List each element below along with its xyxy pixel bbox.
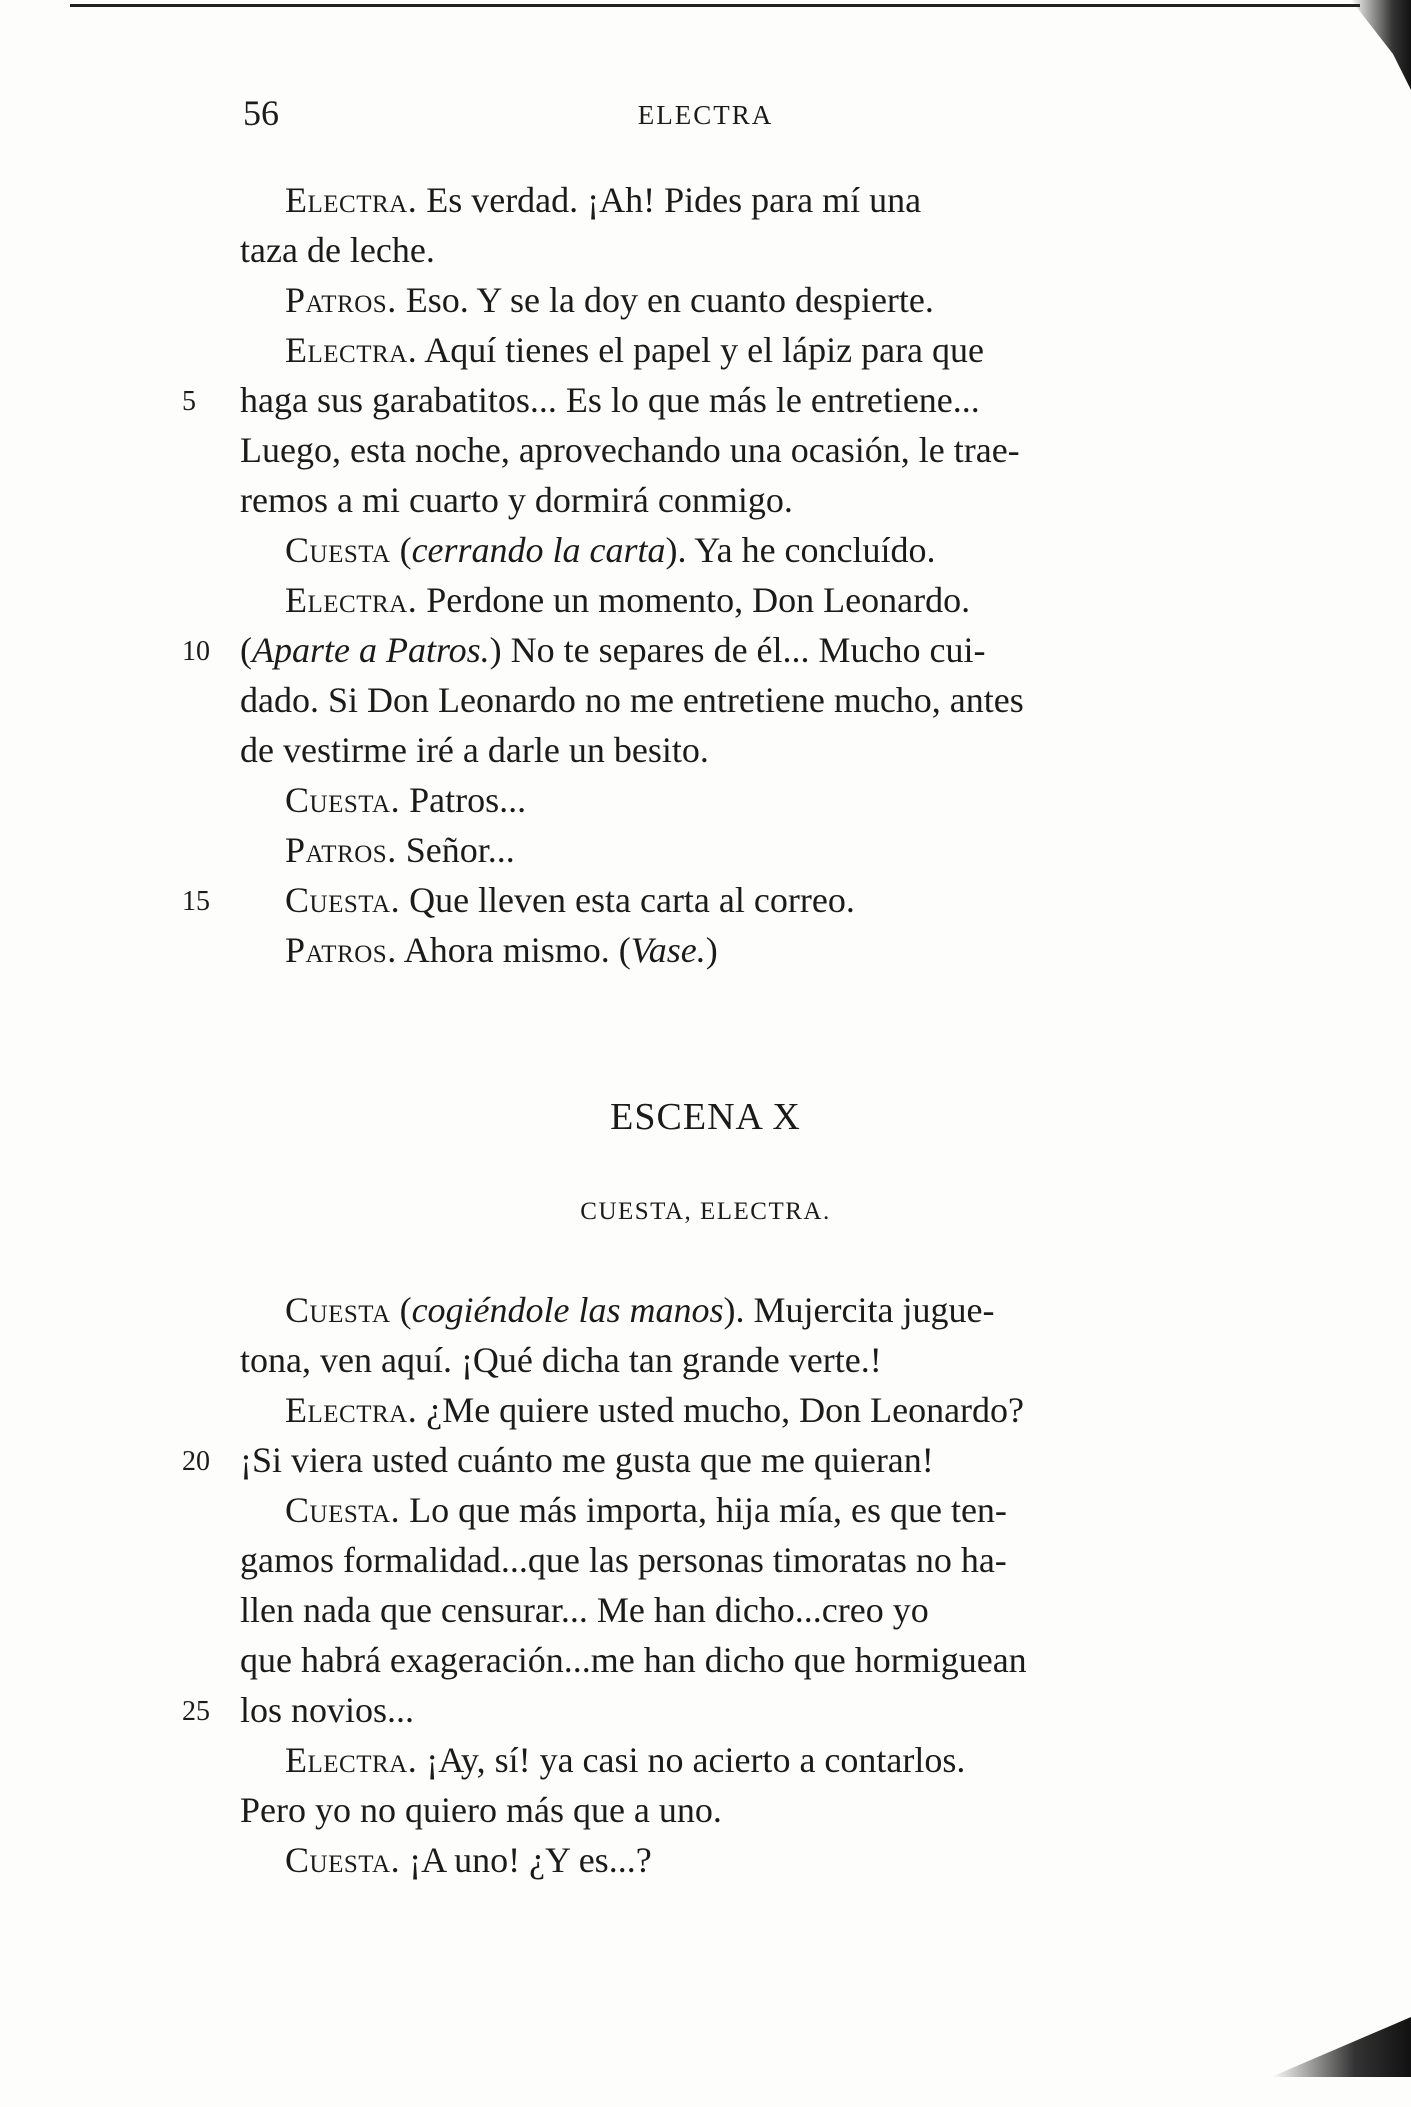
text-block-2 xyxy=(182,1285,1280,1885)
line-text: gamos formalidad...que las personas timoratas no ha- xyxy=(240,1540,1007,1580)
line-text: de vestirme iré a darle un besito. xyxy=(240,730,709,770)
text-line xyxy=(182,375,1280,425)
scene-title: ESCENA X xyxy=(610,1096,801,1138)
line-text: ¿Me quiere usted mucho, Don Leonardo? xyxy=(417,1390,1025,1430)
text-block-1 xyxy=(182,175,1280,975)
speaker-name: Patros. xyxy=(285,280,397,320)
page-number: 56 xyxy=(243,93,279,133)
text-line xyxy=(182,875,1280,925)
line-text: Pero yo no quiero más que a uno. xyxy=(240,1790,722,1830)
speaker-name: Electra. xyxy=(285,1740,418,1780)
text-line xyxy=(240,675,1280,725)
text-line xyxy=(240,775,1280,825)
line-text: Aquí tienes el papel y el lápiz para que xyxy=(417,330,985,370)
text-line xyxy=(240,1285,1280,1335)
line-text: ) xyxy=(705,930,718,970)
speaker-name: Electra. xyxy=(285,1390,418,1430)
speaker-name: Electra. xyxy=(285,330,418,370)
speaker-name: Cuesta. xyxy=(285,780,401,820)
line-text: Señor... xyxy=(396,830,515,870)
top-rule xyxy=(70,4,1360,7)
line-number: 25 xyxy=(182,1696,210,1727)
line-text: ). Ya he concluído. xyxy=(665,530,936,570)
speaker-name: Cuesta. xyxy=(285,1490,401,1530)
text-line xyxy=(182,625,1280,675)
scene-characters: CUESTA, ELECTRA. xyxy=(580,1198,831,1225)
text-line xyxy=(240,325,1280,375)
line-text: ). Mujercita jugue- xyxy=(723,1290,995,1330)
running-title: ELECTRA xyxy=(637,100,774,130)
text-line xyxy=(240,1735,1280,1785)
line-text: los novios... xyxy=(240,1690,415,1730)
line-text: dado. Si Don Leonardo no me entretiene mucho, antes xyxy=(240,680,1024,720)
line-number: 5 xyxy=(182,386,196,417)
page-corner-shadow-bottom xyxy=(1271,2017,1411,2077)
page-corner-shadow xyxy=(1351,0,1411,90)
text-line xyxy=(240,1785,1280,1835)
speaker-name: Cuesta xyxy=(285,530,391,570)
line-text: Eso. Y se la doy en cuanto despierte. xyxy=(396,280,934,320)
text-line xyxy=(182,1435,1280,1485)
text-line xyxy=(240,1485,1280,1535)
text-line xyxy=(240,475,1280,525)
line-text: ¡A uno! ¿Y es...? xyxy=(400,1840,652,1880)
stage-direction: cogiéndole las manos xyxy=(411,1290,724,1330)
text-line xyxy=(240,1335,1280,1385)
speaker-name: Patros. xyxy=(285,830,397,870)
line-number: 15 xyxy=(182,886,210,917)
line-text: Es verdad. ¡Ah! Pides para mí una xyxy=(417,180,922,220)
line-text: ( xyxy=(390,1290,412,1330)
page-header xyxy=(0,92,1411,142)
line-text: haga sus garabatitos... Es lo que más le entretiene... xyxy=(240,380,980,420)
line-text: ¡Ay, sí! ya casi no acierto a contarlos. xyxy=(417,1740,966,1780)
line-text: que habrá exageración...me han dicho que hormiguean xyxy=(240,1640,1027,1680)
line-text: Lo que más importa, hija mía, es que ten- xyxy=(400,1490,1007,1530)
text-line xyxy=(240,1535,1280,1585)
line-text: Patros... xyxy=(400,780,527,820)
text-line xyxy=(240,175,1280,225)
line-text: ¡Si viera usted cuánto me gusta que me quieran! xyxy=(240,1440,934,1480)
speaker-name: Electra. xyxy=(285,180,418,220)
line-text: Perdone un momento, Don Leonardo. xyxy=(417,580,971,620)
line-text: llen nada que censurar... Me han dicho...creo yo xyxy=(240,1590,929,1630)
line-text: remos a mi cuarto y dormirá conmigo. xyxy=(240,480,793,520)
speaker-name: Cuesta. xyxy=(285,880,401,920)
text-line xyxy=(240,425,1280,475)
text-line xyxy=(240,1835,1280,1885)
line-text: Luego, esta noche, aprovechando una ocasión, le trae- xyxy=(240,430,1020,470)
text-line xyxy=(240,725,1280,775)
line-text: ( xyxy=(390,530,412,570)
speaker-name: Cuesta. xyxy=(285,1840,401,1880)
line-number: 10 xyxy=(182,636,210,667)
line-text: Ahora mismo. ( xyxy=(396,930,631,970)
text-line xyxy=(240,1385,1280,1435)
text-line xyxy=(240,275,1280,325)
line-text: Que lleven esta carta al correo. xyxy=(400,880,855,920)
text-line xyxy=(240,925,1280,975)
speaker-name: Cuesta xyxy=(285,1290,391,1330)
line-text: taza de leche. xyxy=(240,230,435,270)
text-line xyxy=(240,525,1280,575)
text-line xyxy=(240,225,1280,275)
text-line xyxy=(240,825,1280,875)
stage-direction: Aparte a Patros. xyxy=(252,630,490,670)
line-text: ) No te separes de él... Mucho cui- xyxy=(489,630,986,670)
text-line xyxy=(240,575,1280,625)
text-line xyxy=(182,1685,1280,1735)
stage-direction: Vase. xyxy=(630,930,706,970)
line-text: tona, ven aquí. ¡Qué dicha tan grande verte.! xyxy=(240,1340,882,1380)
speaker-name: Electra. xyxy=(285,580,418,620)
stage-direction: cerrando la carta xyxy=(411,530,666,570)
line-text: ( xyxy=(240,630,252,670)
speaker-name: Patros. xyxy=(285,930,397,970)
text-line xyxy=(240,1585,1280,1635)
line-number: 20 xyxy=(182,1446,210,1477)
text-line xyxy=(240,1635,1280,1685)
